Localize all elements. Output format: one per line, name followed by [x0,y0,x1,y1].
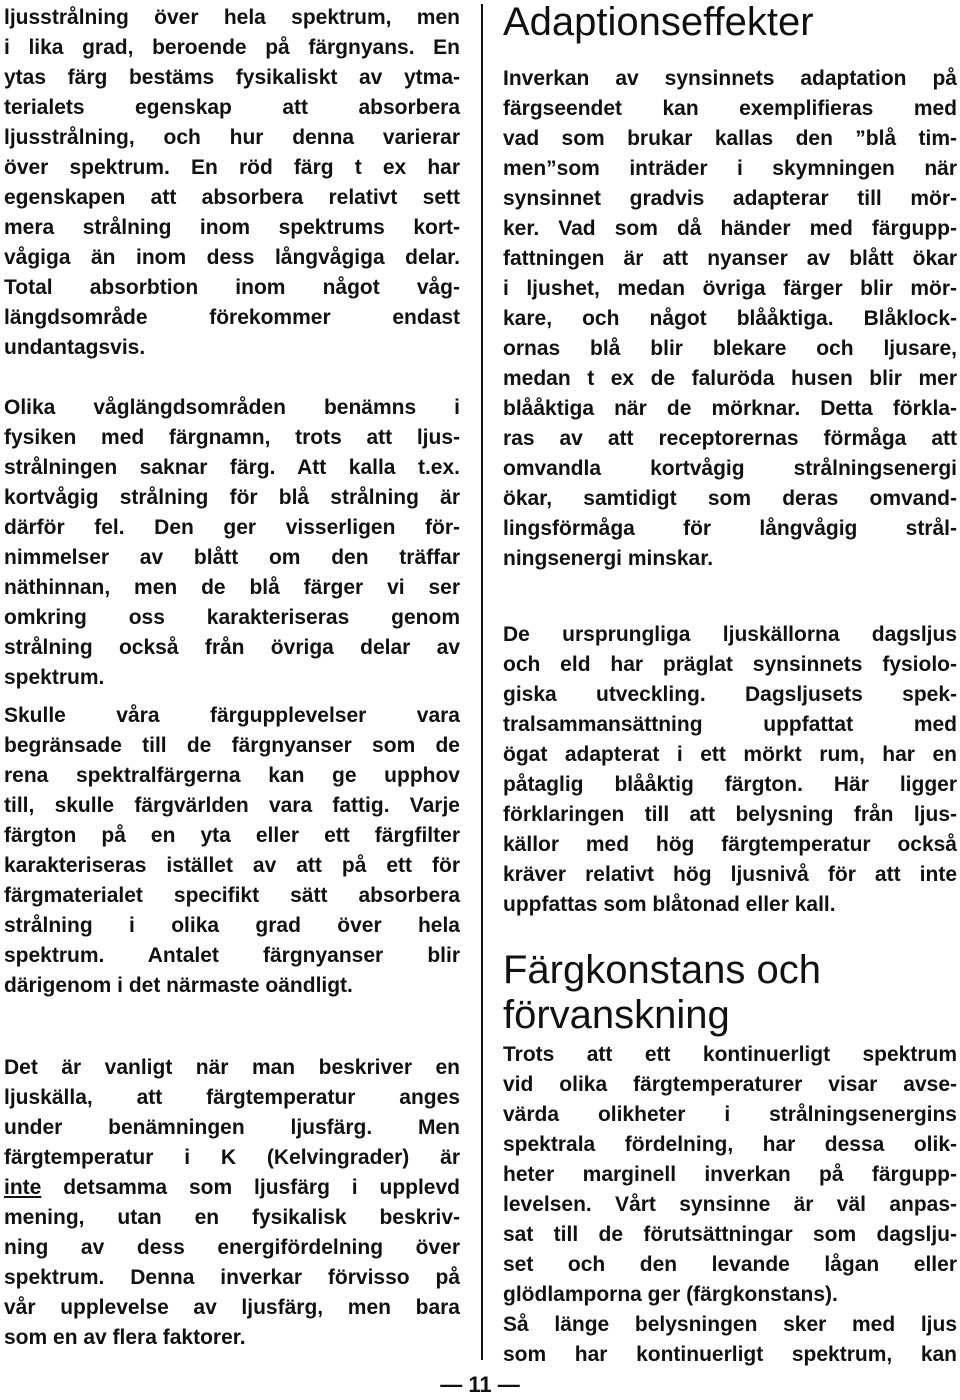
text-line: blååktiga när de mörknar. Detta förkla- [503,397,957,420]
text-line: förklaringen till att belysning från ljus- [503,803,957,826]
text-line: strålningen saknar färg. Att kalla t.ex. [4,456,460,479]
text-line: till, skulle färgvärlden vara fattig. Varje [4,794,460,817]
text-line: undantagsvis. [4,336,146,359]
text-line: ning av dess energifördelning över [4,1236,460,1259]
text-line: ljusstrålning över hela spektrum, men [4,6,460,29]
text-line: spektrum. Antalet färgnyanser blir [4,944,460,967]
text-line: mera strålning inom spektrums kort- [4,216,460,239]
text-line: fattningen är att nyanser av blått ökar [503,247,957,270]
text-line: ytas färg bestäms fysikaliskt av ytma- [4,66,460,89]
text-line: därigenom i det närmaste oändligt. [4,974,353,997]
text-line: över spektrum. En röd färg t ex har [4,156,460,179]
right-paragraph-1 [503,64,957,574]
text-line: men”som inträder i skymningen när [503,157,957,180]
text-line: sat till de förutsättningar som dagslju- [503,1223,957,1246]
text-line: som har kontinuerligt spektrum, kan [503,1343,957,1366]
text-line: fysiken med färgnamn, trots att ljus- [4,426,460,449]
text-line: spektrum. [4,666,105,689]
text-line: och eld har präglat synsinnets fysiolo- [503,653,957,676]
text-line: Det är vanligt när man beskriver en [4,1056,460,1079]
right-column [503,0,957,1370]
text-line: lingsförmåga för långvågig strål- [503,517,957,540]
text-line: omkring oss karakteriseras genom [4,606,460,629]
heading-fargkonstans [503,948,957,1038]
text-line: levelsen. Vårt synsinne är väl anpas- [503,1193,957,1216]
column-divider [481,4,483,1360]
text-line: längdsområde förekommer endast [4,306,460,329]
text-line: färgseendet kan exemplifieras med [503,97,957,120]
text-line: Inverkan av synsinnets adaptation på [503,67,957,90]
text-line: nimmelser av blått om den träffar [4,546,460,569]
text-line: giska utveckling. Dagsljusets spek- [503,683,957,706]
text-line: ökar, samtidigt som deras omvand- [503,487,957,510]
text-line: färgmaterialet specifikt sätt absorbera [4,884,460,907]
text-line: vid olika färgtemperaturer visar avse- [503,1073,957,1096]
text-line: De ursprungliga ljuskällorna dagsljus [503,623,957,646]
text-line: rena spektralfärgerna kan ge upphov [4,764,460,787]
text-line: Trots att ett kontinuerligt spektrum [503,1043,957,1066]
heading-fargkonstans-line-1: Färgkonstans och [503,948,821,992]
text-line: synsinnet gradvis adapterar till mör- [503,187,957,210]
left-paragraph-3 [4,701,460,1001]
text-line: begränsade till de färgnyanser som de [4,734,460,757]
left-column [4,0,460,1353]
right-paragraph-4 [503,1310,957,1370]
text-line: vågiga än inom dess långvågiga delar. [4,246,460,269]
text-line: ögat adapterat i ett mörkt rum, har en [503,743,957,766]
text-line: uppfattas som blåtonad eller kall. [503,893,836,916]
text-line: som en av flera faktorer. [4,1326,246,1349]
text-line: terialets egenskap att absorbera [4,96,460,119]
text-line: färgtemperatur i K (Kelvingrader) är [4,1146,460,1169]
text-line: vad som brukar kallas den ”blå tim- [503,127,957,150]
text-line: set och den levande lågan eller [503,1253,957,1276]
text-line: Så länge belysningen sker med ljus [503,1313,957,1336]
page-number: — 11 — [440,1372,520,1397]
text-line: kräver relativt hög ljusnivå för att inte [503,863,957,886]
text-line: tralsammansättning uppfattat med [503,713,957,736]
text-line: ker. Vad som då händer med färgupp- [503,217,957,240]
heading-adaptionseffekter: Adaptionseffekter [503,0,814,44]
text-line: under benämningen ljusfärg. Men [4,1116,460,1139]
text-line: Olika våglängdsområden benämns i [4,396,460,419]
text-line: källor med hög färgtemperatur också [503,833,957,856]
text-line: kare, och något blååktiga. Blåklock- [503,307,957,330]
text-line: mening, utan en fysikalisk beskriv- [4,1206,460,1229]
text-line: därför fel. Den ger visserligen för- [4,516,460,539]
text-line: strålning också från övriga delar av [4,636,460,659]
text-line: ras av att receptorernas förmåga att [503,427,957,450]
text-line: egenskapen att absorbera relativt sett [4,186,460,209]
text-line [4,1173,460,1203]
text-line: påtaglig blååktig färgton. Här ligger [503,773,957,796]
text-line: i ljushet, medan övriga färger blir mör- [503,277,957,300]
text-line: strålning i olika grad över hela [4,914,460,937]
text-line: omvandla kortvågig strålningsenergi [503,457,957,480]
left-paragraph-1 [4,0,460,363]
text-line: ningsenergi minskar. [503,547,714,570]
heading-fargkonstans-line-2: förvanskning [503,993,730,1037]
text-line: heter marginell inverkan på färgupp- [503,1163,957,1186]
text-line: spektrala fördelning, har dessa olik- [503,1133,957,1156]
text-line: kortvågig strålning för blå strålning är [4,486,460,509]
text-line: ornas blå blir blekare och ljusare, [503,337,957,360]
text-line: glödlamporna ger (färgkonstans). [503,1283,838,1306]
text-line: ljuskälla, att färgtemperatur anges [4,1086,460,1109]
text-line: värda olikheter i strålningsenergins [503,1103,957,1126]
text-line: Total absorbtion inom något våg- [4,276,460,299]
text-line: näthinnan, men de blå färger vi ser [4,576,460,599]
right-paragraph-2 [503,620,957,920]
text-line: karakteriseras istället av att på ett för [4,854,460,877]
right-paragraph-3 [503,1040,957,1310]
text-line: spektrum. Denna inverkar förvisso på [4,1266,460,1289]
text-line-rest: detsamma som ljusfärg i upplevd [41,1176,460,1199]
text-line: ljusstrålning, och hur denna varierar [4,126,460,149]
text-line: färgton på en yta eller ett färgfilter [4,824,460,847]
text-line: i lika grad, beroende på färgnyans. En [4,36,460,59]
left-paragraph-4 [4,1053,460,1353]
emphasis-inte: inte [4,1176,42,1199]
left-paragraph-4-start [4,1053,460,1173]
text-line: Skulle våra färgupplevelser vara [4,704,460,727]
text-line: medan t ex de faluröda husen blir mer [503,367,957,390]
text-line: vår upplevelse av ljusfärg, men bara [4,1296,460,1319]
left-paragraph-2 [4,393,460,693]
left-paragraph-4-end [4,1203,460,1353]
